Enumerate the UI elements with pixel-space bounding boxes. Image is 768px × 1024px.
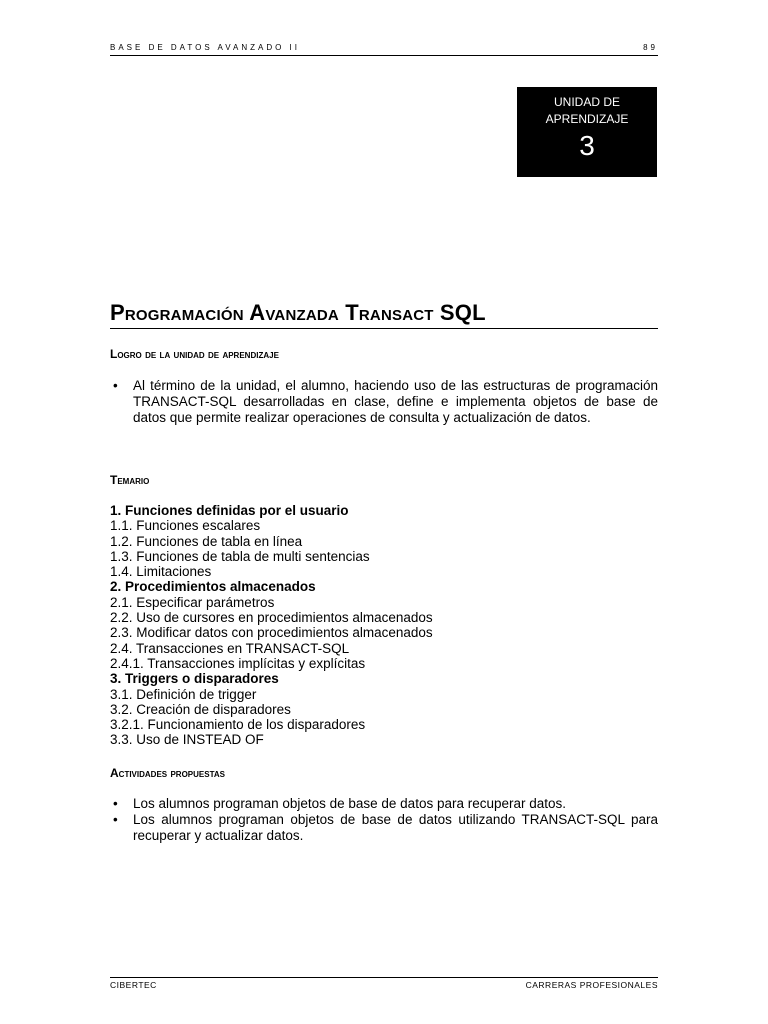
temario-item: 2.4. Transacciones en TRANSACT-SQL [110,640,350,656]
logro-list [110,378,658,426]
temario-item: 3. Triggers o disparadores [110,671,279,687]
bullet-icon: • [113,378,118,393]
temario-item: 2.3. Modificar datos con procedimientos almacenados [110,625,433,641]
bullet-icon: • [113,796,118,811]
temario-item: 2. Procedimientos almacenados [110,579,316,595]
footer-institution: CIBERTEC [110,980,157,990]
temario-item: 2.1. Especificar parámetros [110,594,275,610]
unit-badge [517,87,657,177]
list-item-text: Al término de la unidad, el alumno, haciendo uso de las estructuras de programación TRANSACT-SQL desarrolladas en clase, define e implementa objetos de base de datos que permite realizar operaciones de consulta y actualización de datos. [133,378,658,425]
unit-number: 3 [579,130,595,161]
temario-item: 3.2. Creación de disparadores [110,701,291,717]
page-number: 89 [643,43,658,52]
temario-item: 2.2. Uso de cursores en procedimientos almacenados [110,610,433,626]
list-item-text: Los alumnos programan objetos de base de datos para recuperar datos. [133,796,567,811]
temario-item: 1.4. Limitaciones [110,564,212,580]
temario-item: 3.2.1. Funcionamiento de los disparadores [110,717,366,733]
temario-item: 1.1. Funciones escalares [110,518,261,534]
page-header [110,43,658,56]
temario-item: 1.3. Funciones de tabla de multi sentencias [110,548,370,564]
course-title: BASE DE DATOS AVANZADO II [110,43,300,52]
list-item [110,378,658,426]
temario-item: 2.4.1. Transacciones implícitas y explícitas [110,655,366,671]
logro-heading: Logro de la unidad de aprendizaje [110,347,279,361]
actividades-heading: Actividades propuestas [110,766,225,780]
temario-item: 1. Funciones definidas por el usuario [110,503,349,518]
temario-list [110,503,658,748]
unit-title: Programación Avanzada Transact SQL [110,300,658,329]
temario-heading: Temario [110,473,150,487]
temario-item: 3.1. Definición de trigger [110,686,257,702]
temario-item: 1.2. Funciones de tabla en línea [110,533,303,549]
list-item [110,812,658,844]
page-footer [110,977,658,990]
footer-program: CARRERAS PROFESIONALES [525,980,658,990]
unit-label: UNIDAD DE APRENDIZAJE [545,95,629,126]
actividades-list [110,796,658,844]
list-item [110,796,658,812]
bullet-icon: • [113,812,118,827]
temario-item: 3.3. Uso de INSTEAD OF [110,732,264,748]
list-item-text: Los alumnos programan objetos de base de datos utilizando TRANSACT-SQL para recuperar y actualizar datos. [133,812,658,843]
